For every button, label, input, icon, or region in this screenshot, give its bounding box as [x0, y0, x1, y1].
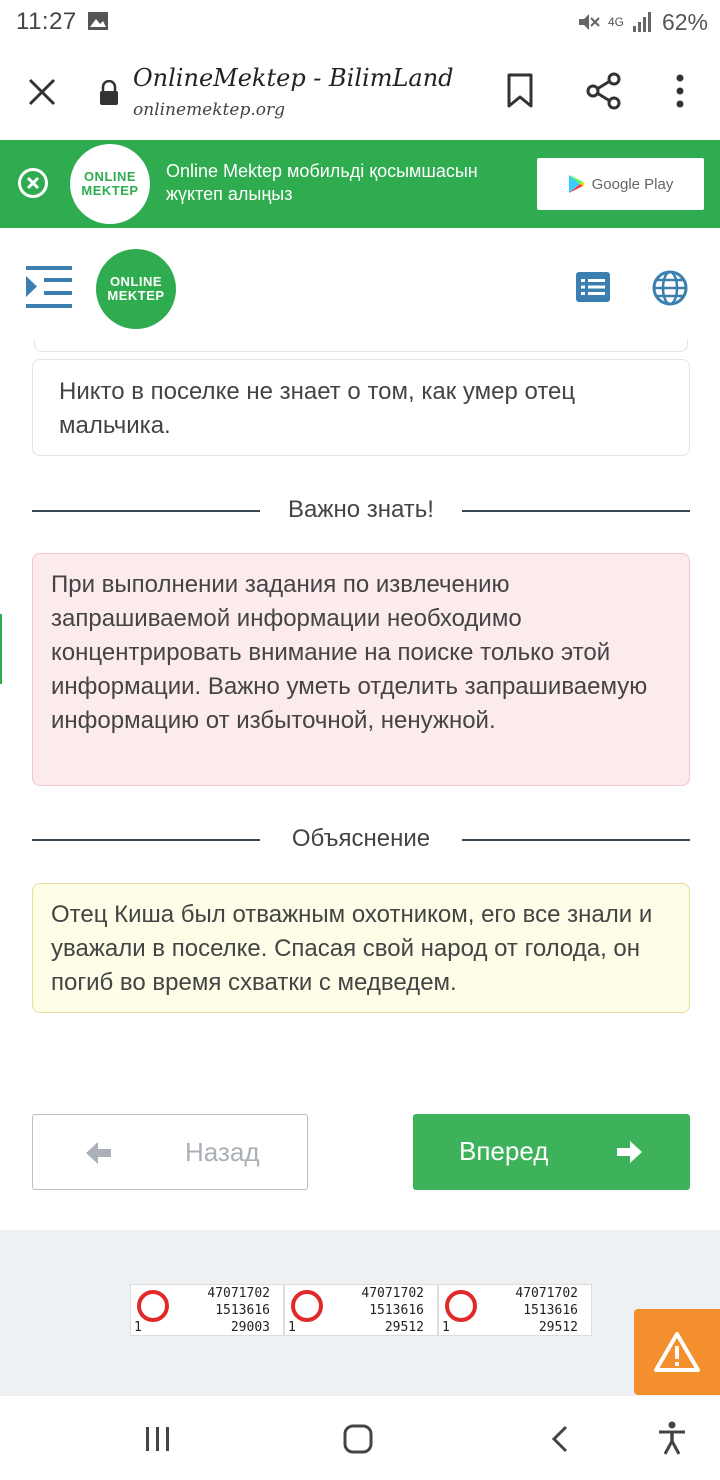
recent-apps-icon[interactable]	[144, 1425, 172, 1453]
banner-text: Online Mektep мобильді қосымшасын жүктеп алыңыз	[166, 161, 478, 204]
mute-icon	[576, 10, 600, 34]
system-nav-bar	[0, 1398, 720, 1480]
counter-line2: 1513616	[215, 1303, 270, 1318]
counter-line1: 47071702	[515, 1286, 578, 1301]
answer-card: Никто в поселке не знает о том, как умер отец мальчика.	[32, 359, 690, 456]
counter-line3: 29512	[384, 1320, 424, 1335]
page-title: OnlineMektep - BilimLand	[133, 64, 454, 92]
counter-ring-icon	[291, 1290, 323, 1322]
important-divider	[32, 491, 690, 531]
next-button-label: Вперед	[459, 1136, 549, 1166]
counter-left: 1	[442, 1320, 450, 1335]
site-logo-line2: MEKTEP	[107, 288, 165, 303]
list-icon[interactable]	[576, 272, 610, 302]
banner-logo-line1: ONLINE	[83, 169, 137, 184]
google-play-label: Google Play	[591, 175, 674, 193]
accessibility-icon[interactable]	[656, 1420, 688, 1456]
previous-card-edge	[34, 340, 688, 352]
back-icon[interactable]	[548, 1424, 572, 1454]
bookmark-icon[interactable]	[505, 72, 535, 110]
counter-left: 1	[134, 1320, 142, 1335]
banner-close-icon[interactable]	[17, 167, 49, 199]
close-icon[interactable]	[24, 74, 60, 110]
visitor-counters	[130, 1284, 592, 1336]
menu-icon[interactable]	[26, 266, 72, 308]
status-right	[576, 8, 708, 36]
more-icon[interactable]	[665, 72, 695, 110]
side-marker	[0, 614, 2, 684]
warning-icon	[653, 1331, 701, 1373]
counter-line2: 1513616	[369, 1303, 424, 1318]
back-button-label: Назад	[185, 1137, 260, 1167]
site-header	[0, 228, 720, 346]
battery-level: 62%	[661, 8, 708, 35]
counter-line2: 1513616	[523, 1303, 578, 1318]
site-logo-line1: ONLINE	[109, 274, 163, 289]
arrow-right-icon	[615, 1138, 643, 1166]
visitor-counter[interactable]	[438, 1284, 592, 1336]
share-icon[interactable]	[585, 72, 623, 110]
globe-icon[interactable]	[652, 270, 688, 306]
status-bar	[0, 0, 720, 44]
google-play-button[interactable]	[537, 158, 704, 210]
arrow-left-icon	[85, 1139, 113, 1167]
explanation-heading: Объяснение	[291, 825, 431, 852]
counter-line3: 29512	[538, 1320, 578, 1335]
banner-logo	[70, 144, 150, 224]
lock-icon	[98, 80, 120, 106]
counter-ring-icon	[445, 1290, 477, 1322]
counter-line1: 47071702	[361, 1286, 424, 1301]
visitor-counter[interactable]	[284, 1284, 438, 1336]
counter-line1: 47071702	[207, 1286, 270, 1301]
banner-logo-line2: MEKTEP	[81, 183, 139, 198]
back-button[interactable]	[32, 1114, 308, 1190]
status-time: 11:27	[16, 8, 77, 35]
counter-line3: 29003	[230, 1320, 270, 1335]
counter-left: 1	[288, 1320, 296, 1335]
explanation-box: Отец Киша был отважным охотником, его все знали и уважали в поселке. Спасая свой народ от голода, он погиб во время схватки с медведем.	[32, 883, 690, 1013]
google-play-icon	[568, 174, 586, 194]
site-logo[interactable]	[96, 249, 176, 329]
signal-icon	[632, 11, 654, 33]
counter-ring-icon	[137, 1290, 169, 1322]
home-icon[interactable]	[342, 1423, 374, 1455]
visitor-counter[interactable]	[130, 1284, 284, 1336]
next-button[interactable]	[413, 1114, 690, 1190]
important-heading: Важно знать!	[288, 496, 434, 523]
important-box: При выполнении задания по извлечению запрашиваемой информации необходимо концентрировать внимание на поиске только этой информации. Важно уметь отделить запрашиваемую информацию от избыточной, ненужной.	[32, 553, 690, 786]
browser-toolbar	[0, 44, 720, 140]
network-type: 4G	[607, 15, 624, 29]
image-notification-icon	[87, 11, 109, 31]
app-download-banner	[0, 140, 720, 228]
page-url[interactable]: onlinemektep.org	[133, 100, 285, 120]
divider-line-right	[462, 839, 690, 841]
explanation-divider	[32, 820, 690, 860]
report-problem-button[interactable]	[634, 1309, 720, 1395]
divider-line-right	[462, 510, 690, 512]
footer	[0, 1230, 720, 1396]
